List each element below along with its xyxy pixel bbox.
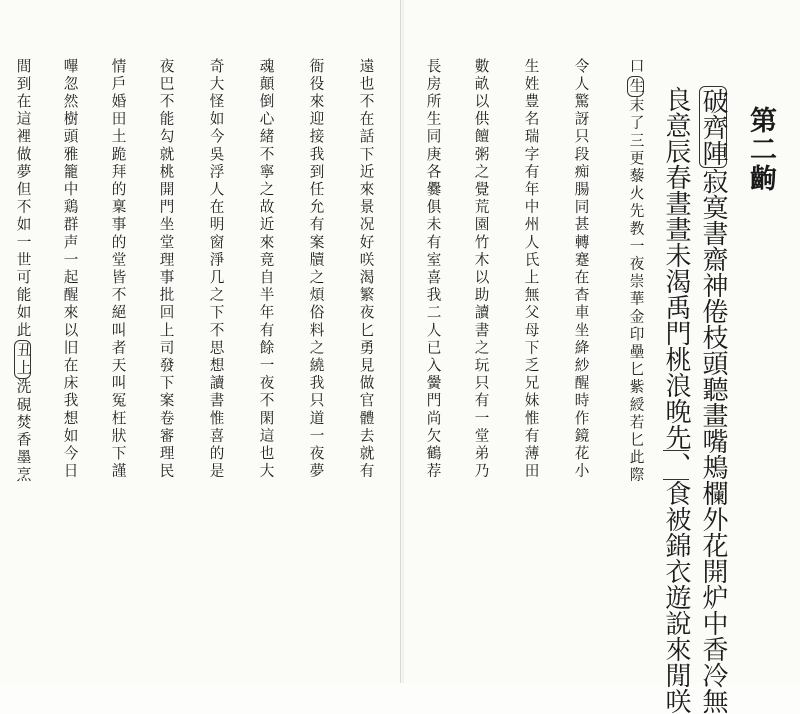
narration-line-13 [14,58,31,678]
lyric-text: 良意辰春晝晝未渴禹門桃浪晚先 [661,86,691,450]
narration-line-12: 嗶忽然樹頭雅籠中鶏群声一起醒來以旧在床我想如今日 [61,58,79,481]
narration-line-7: 衙役來迎接我到任允有案牘之煩俗料之繞我只道一夜夢 [307,58,325,481]
narration-text: 末了三更藜火先教一夜崇華金印壘匕紫綬若匕此際 [627,97,645,485]
lyric-text: 食被錦衣遊說來閒咲 [661,480,691,714]
narration-line-5: 長房所生同庚各爨俱未有室喜我二人已入黌門尚欠鶴荐 [424,58,442,481]
narration-text: 口 [627,58,645,76]
narration-line-8: 魂顛倒心緒不寧之故近來竟自半年有餘一夜不閑這也大 [257,58,275,481]
narration-text: 間到在這裡做夢但不如一世可能如此 [14,58,32,340]
left-page [0,0,401,683]
lyric-line-1 [698,86,728,714]
lyric-text: 寂寞書齋神倦枝頭聽畫嘴鴂欄外花開炉中香冷無 [698,168,728,714]
tone-mark-symbol: 、 [661,452,691,478]
tune-title-mark: 破齊陣 [698,88,728,166]
narration-text: 洗硯焚香墨烹 [14,378,32,485]
right-page [401,0,800,714]
narration-line-3: 生姓豊名瑞字有年中州人氏上無父母下乏兄妹惟有薄田 [522,58,540,481]
narration-line-4: 數畝以供饘粥之覺荒園竹木以助讀書之玩只有一堂弟乃 [472,58,490,481]
narration-line-1 [627,58,644,678]
narration-line-2: 令人驚訝只段痴腸同甚轉蹇在杳車坐絳紗醒時作鏡花小 [572,58,590,481]
lyric-line-2 [661,86,691,714]
narration-line-9: 奇大怪如今吳浮人在明窗淨几之下不思想讀書惟喜的是 [207,58,225,481]
act-heading: 第二齣 [745,106,776,193]
role-mark-sheng: 生 [627,77,645,96]
narration-line-11: 情戶婚田土跪拜的稟事的堂皆不絕叫者天叫冤枉狀下謹 [109,58,127,481]
role-mark-chou: 丑上 [14,341,32,377]
narration-line-6: 遠也不在話下近來景况好咲渴繁夜匕勇見做官體去就有 [357,58,375,481]
narration-line-10: 夜巴不能勾就桃開門坐堂理事批回上司發下案卷審理民 [157,58,175,481]
